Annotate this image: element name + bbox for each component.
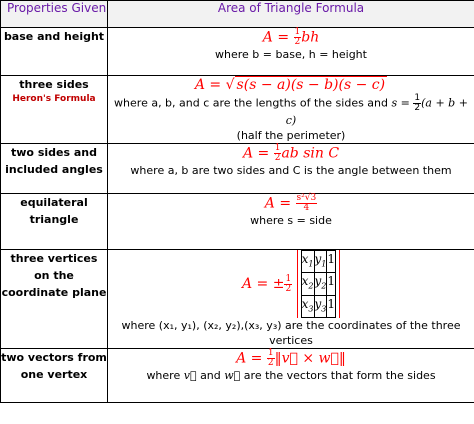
property-label: equilateral triangle xyxy=(20,196,88,226)
property-cell xyxy=(1,194,108,250)
property-cell xyxy=(1,250,108,349)
formula-note: where b = base, h = height xyxy=(215,48,367,61)
property-cell xyxy=(1,28,108,76)
formula-note: where (x₁, y₁), (x₂, y₂),(x₃, y₃) are the coordinates of the three vertices xyxy=(121,319,461,348)
property-label: two sides and included angles xyxy=(5,146,103,176)
formula-cell xyxy=(108,144,474,194)
header-formula: Area of Triangle Formula xyxy=(108,1,474,28)
formula-note: where s = side xyxy=(250,214,332,227)
fraction: $\frac{1}{2}$ xyxy=(267,348,274,369)
table-row xyxy=(1,144,474,194)
header-properties: Properties Given xyxy=(1,1,108,28)
sqrt-sign-icon: √ xyxy=(225,77,235,93)
formula-cell xyxy=(108,28,474,76)
header-row xyxy=(1,1,474,28)
table-row xyxy=(1,250,474,349)
fraction: $\frac{1}{2}$ xyxy=(294,27,301,47)
formula: A = $\frac{1}{2}$ ab sin C xyxy=(242,143,340,163)
property-cell xyxy=(1,76,108,144)
formula-note: where a, b, and c are the lengths of the sides and s = $\frac{1}{2}$ (a + b + c) (half the perimeter) xyxy=(114,93,468,142)
property-label: base and height xyxy=(3,30,105,43)
table-row xyxy=(1,76,474,144)
table-row xyxy=(1,28,474,76)
property-label: two vectors from one vertex xyxy=(1,351,107,382)
fraction: $\frac{1}{2}$ xyxy=(285,273,292,294)
property-cell xyxy=(1,349,108,403)
fraction: $\frac{1}{2}$ xyxy=(274,143,281,163)
formula-note: where a, b are two sides and C is the angle between them xyxy=(130,164,452,177)
table-row xyxy=(1,349,474,403)
formula: A = $\frac{1}{2}$ ‖v⃗ × w⃗‖ xyxy=(236,348,346,369)
formula-cell xyxy=(108,349,474,403)
formula-cell xyxy=(108,194,474,250)
formula: A = √ s(s − a)(s − b)(s − c) xyxy=(194,77,386,93)
formula-cell xyxy=(108,250,474,349)
formula-note: where v⃗ and w⃗ are the vectors that form the sides xyxy=(146,369,436,383)
formula-cell xyxy=(108,76,474,144)
determinant-matrix: $x_1$ $y_1$ 1 $x_2$ $y_2$ 1 $x_3$ $y_3$ 1 xyxy=(297,250,340,318)
property-label: three sides xyxy=(19,78,89,91)
herons-formula-label: Heron's Formula xyxy=(12,94,96,104)
fraction: $\frac{1}{2}$ xyxy=(414,93,421,113)
formula: A = ± $\frac{1}{2}$ $x_1$ $y_1$ 1 $x_2$ $y_2$ 1 $x_3$ $y_3$ 1 xyxy=(108,250,474,318)
formula: A = $\frac{1}{2}$ bh xyxy=(262,27,320,47)
fraction: $\frac{\text{s²√3}}{4}$ xyxy=(296,193,317,213)
property-cell xyxy=(1,144,108,194)
formula: A = $\frac{\text{s²√3}}{4}$ xyxy=(264,193,317,213)
property-label: three vertices on the coordinate plane xyxy=(1,252,107,299)
table-row xyxy=(1,194,474,250)
